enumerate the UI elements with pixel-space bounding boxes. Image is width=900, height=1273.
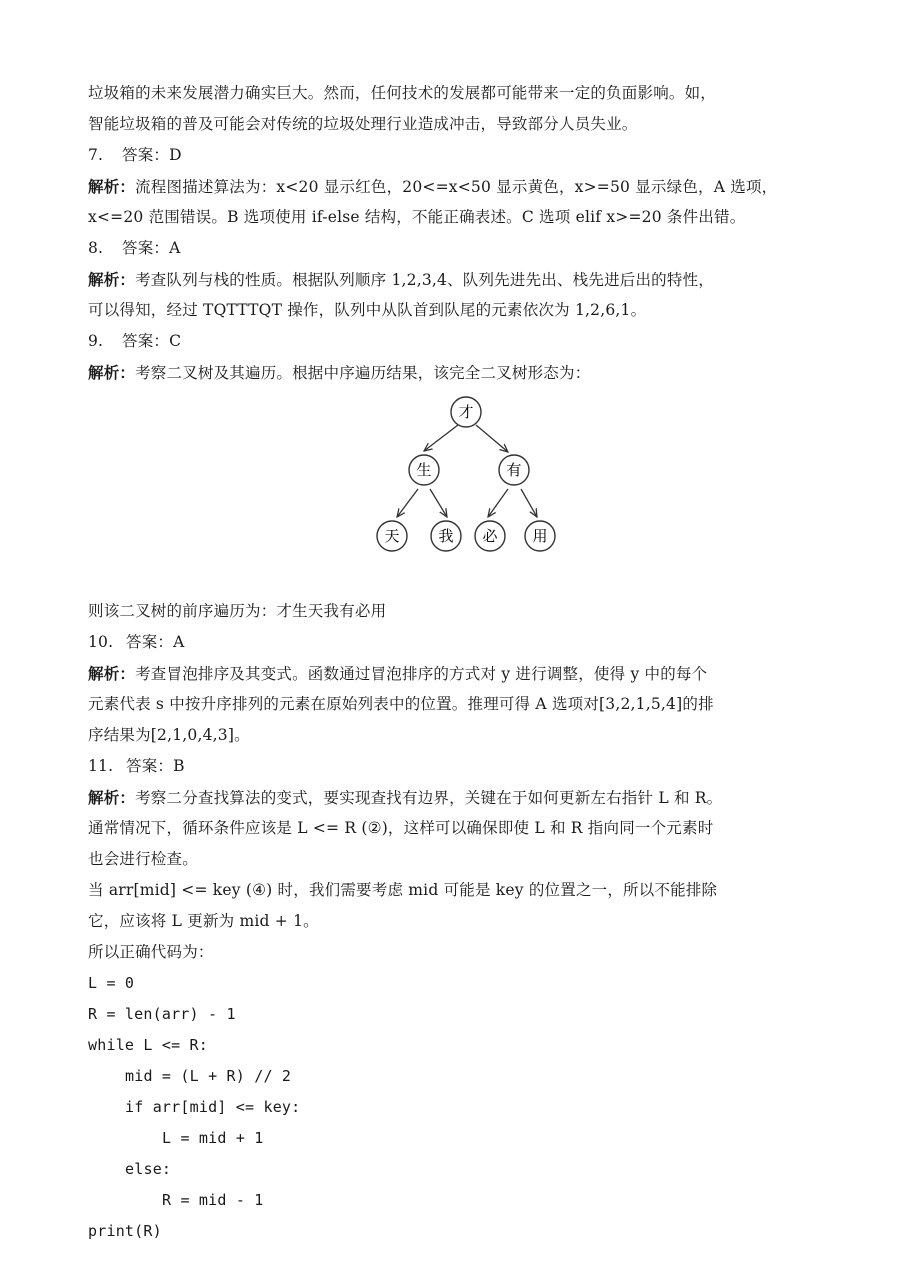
question-9-explanation (88, 357, 828, 388)
tree-node-right (499, 455, 529, 485)
question-7-explanation (88, 171, 828, 202)
explanation-label: 解析： (88, 363, 136, 382)
explanation-line: 当 arr[mid] <= key (④) 时，我们需要考虑 mid 可能是 key 的位置之一，所以不能排除 (88, 881, 718, 899)
code-line: R = len(arr) - 1 (88, 1005, 236, 1023)
code-line: if arr[mid] <= key: (125, 1098, 301, 1116)
question-10-answer (88, 627, 828, 658)
answer-text: 答案：C (122, 332, 182, 350)
code-line: print(R) (88, 1222, 162, 1240)
explanation-text: 考察二分查找算法的变式，要实现查找有边界，关键在于如何更新左右指针 L 和 R。 (135, 789, 723, 807)
question-11-explanation (88, 782, 828, 813)
svg-text:有: 有 (506, 461, 522, 479)
explanation-line: 它，应该将 L 更新为 mid + 1。 (88, 912, 319, 930)
tree-edge (397, 489, 418, 517)
question-number: 11. (88, 757, 114, 775)
answer-text: 答案：A (122, 239, 181, 257)
explanation-text: 考察二叉树及其遍历。根据中序遍历结果，该完全二叉树形态为： (135, 364, 591, 382)
question-8-answer (88, 233, 828, 264)
svg-text:用: 用 (532, 527, 548, 545)
svg-text:必: 必 (482, 527, 498, 545)
explanation-line: 通常情况下，循环条件应该是 L <= R (②)，这样可以确保即使 L 和 R 指向同一个元素时 (88, 819, 714, 837)
paragraph-line: 智能垃圾箱的普及可能会对传统的垃圾处理行业造成冲击，导致部分人员失业。 (88, 115, 638, 133)
explanation-text: 流程图描述算法为：x<20 显示红色，20<=x<50 显示黄色，x>=50 显示绿色，A 选项， (135, 178, 778, 196)
explanation-line: 也会进行检查。 (88, 850, 198, 868)
svg-text:生: 生 (416, 461, 432, 479)
paragraph-line: 垃圾箱的未来发展潜力确实巨大。然而，任何技术的发展都可能带来一定的负面影响。如， (88, 84, 717, 102)
question-8-explanation (88, 264, 828, 295)
question-10-explanation (88, 658, 828, 689)
tree-edge (488, 489, 508, 517)
explanation-line: x<=20 范围错误。B 选项使用 if-else 结构，不能正确表述。C 选项 elif x>=20 条件出错。 (88, 208, 746, 226)
preorder-conclusion: 则该二叉树的前序遍历为：才生天我有必用 (88, 602, 387, 620)
tree-node-left-left (377, 521, 407, 551)
explanation-text: 考查队列与栈的性质。根据队列顺序 1,2,3,4、队列先进先出、栈先进后出的特性， (135, 271, 714, 289)
question-number: 8. (88, 239, 104, 257)
answer-text: 答案：A (126, 633, 185, 651)
tree-node-left-right (431, 521, 461, 551)
code-line: while L <= R: (88, 1036, 208, 1054)
explanation-text: 考查冒泡排序及其变式。函数通过冒泡排序的方式对 y 进行调整，使得 y 中的每个 (135, 665, 708, 683)
code-line: mid = (L + R) // 2 (125, 1067, 292, 1085)
explanation-label: 解析： (88, 664, 136, 683)
tree-node-right-right (525, 521, 555, 551)
question-7-answer (88, 140, 828, 171)
explanation-line: 所以正确代码为： (88, 943, 214, 961)
question-number: 10. (88, 633, 114, 651)
binary-tree-svg (364, 396, 564, 556)
code-line: L = mid + 1 (162, 1129, 264, 1147)
binary-tree-diagram (88, 388, 828, 596)
question-number: 9. (88, 332, 104, 350)
code-line: else: (125, 1160, 172, 1178)
answer-text: 答案：B (126, 757, 185, 775)
question-9-answer (88, 326, 828, 357)
answer-text: 答案：D (122, 146, 182, 164)
tree-edge (521, 489, 537, 517)
tree-node-root (451, 397, 481, 427)
tree-edge (476, 425, 508, 452)
tree-node-left (409, 455, 439, 485)
explanation-label: 解析： (88, 788, 136, 807)
code-line: L = 0 (88, 974, 135, 992)
tree-node-right-left (475, 521, 505, 551)
answer-document (88, 78, 828, 1247)
code-block (88, 968, 828, 1247)
svg-text:天: 天 (384, 527, 400, 545)
tree-edge (424, 425, 458, 451)
explanation-line: 元素代表 s 中按升序排列的元素在原始列表中的位置。推理可得 A 选项对[3,2,1,5,4]的排 (88, 695, 714, 713)
explanation-line: 序结果为[2,1,0,4,3]。 (88, 726, 250, 744)
tree-edge (430, 489, 447, 517)
question-number: 7. (88, 146, 104, 164)
code-line: R = mid - 1 (162, 1191, 264, 1209)
explanation-label: 解析： (88, 270, 136, 289)
explanation-line: 可以得知，经过 TQTTTQT 操作，队列中从队首到队尾的元素依次为 1,2,6,1。 (88, 301, 647, 319)
svg-text:我: 我 (438, 527, 454, 545)
explanation-label: 解析： (88, 177, 136, 196)
svg-text:才: 才 (458, 403, 474, 421)
question-11-answer (88, 751, 828, 782)
